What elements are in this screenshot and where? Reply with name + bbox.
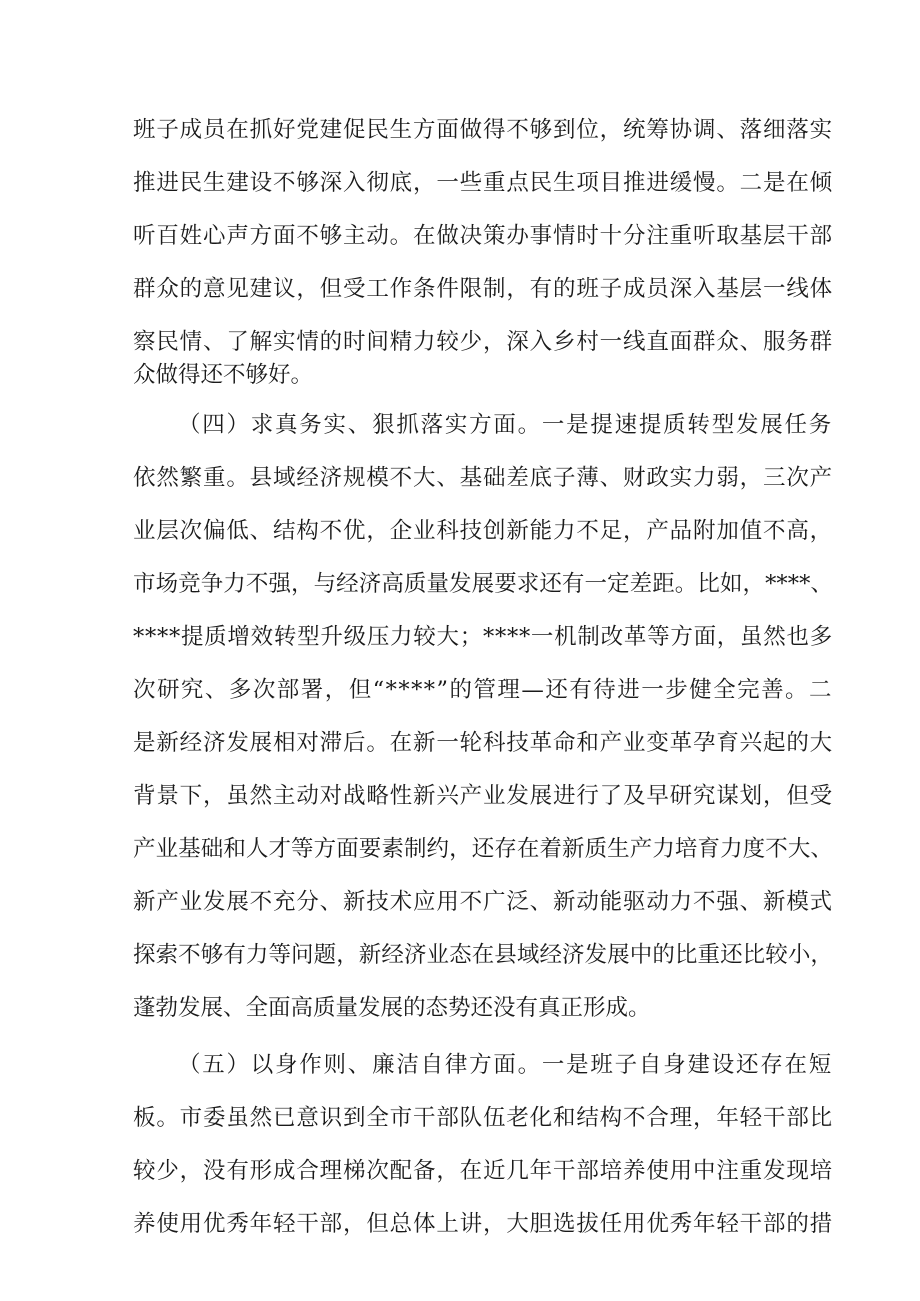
text-line: 次研究、多次部署，但“****”的管理—还有待进一步健全完善。二 xyxy=(133,677,833,703)
text-line: 较少，没有形成合理梯次配备，在近几年干部培养使用中注重发现培 xyxy=(133,1158,833,1184)
text-line: 探索不够有力等问题，新经济业态在县域经济发展中的比重还比较小， xyxy=(133,942,833,968)
text-line: 市场竞争力不强，与经济高质量发展要求还有一定差距。比如，****、 xyxy=(133,571,833,597)
text-line: 养使用优秀年轻干部，但总体上讲，大胆选拔任用优秀年轻干部的措 xyxy=(133,1211,833,1237)
text-line: 背景下，虽然主动对战略性新兴产业发展进行了及早研究谋划，但受 xyxy=(133,783,833,809)
text-line: 群众的意见建议，但受工作条件限制，有的班子成员深入基层一线体 xyxy=(133,276,833,302)
text-line: 众做得还不够好。 xyxy=(133,362,314,388)
text-line: 推进民生建设不够深入彻底，一些重点民生项目推进缓慢。二是在倾 xyxy=(133,170,833,196)
text-line: 蓬勃发展、全面高质量发展的态势还没有真正形成。 xyxy=(133,995,651,1021)
text-line: 听百姓心声方面不够主动。在做决策办事情时十分注重听取基层干部 xyxy=(133,223,833,249)
text-line: ****提质增效转型升级压力较大；****一机制改革等方面，虽然也多 xyxy=(133,624,833,650)
text-line: 是新经济发展相对滞后。在新一轮科技革命和产业变革孕育兴起的大 xyxy=(133,730,833,756)
text-line: 班子成员在抓好党建促民生方面做得不够到位，统筹协调、落细落实 xyxy=(133,117,833,143)
text-line: 业层次偏低、结构不优，企业科技创新能力不足，产品附加值不高， xyxy=(133,518,833,544)
text-line: 察民情、了解实情的时间精力较少，深入乡村一线直面群众、服务群 xyxy=(133,329,833,355)
paragraph-heading-line: （五）以身作则、廉洁自律方面。一是班子自身建设还存在短 xyxy=(178,1052,833,1078)
text-line: 板。市委虽然已意识到全市干部队伍老化和结构不合理，年轻干部比 xyxy=(133,1105,833,1131)
text-line: 依然繁重。县域经济规模不大、基础差底子薄、财政实力弱，三次产 xyxy=(133,465,833,491)
text-line: 新产业发展不充分、新技术应用不广泛、新动能驱动力不强、新模式 xyxy=(133,889,833,915)
paragraph-heading-line: （四）求真务实、狠抓落实方面。一是提速提质转型发展任务 xyxy=(178,412,833,438)
text-line: 产业基础和人才等方面要素制约，还存在着新质生产力培育力度不大、 xyxy=(133,836,833,862)
